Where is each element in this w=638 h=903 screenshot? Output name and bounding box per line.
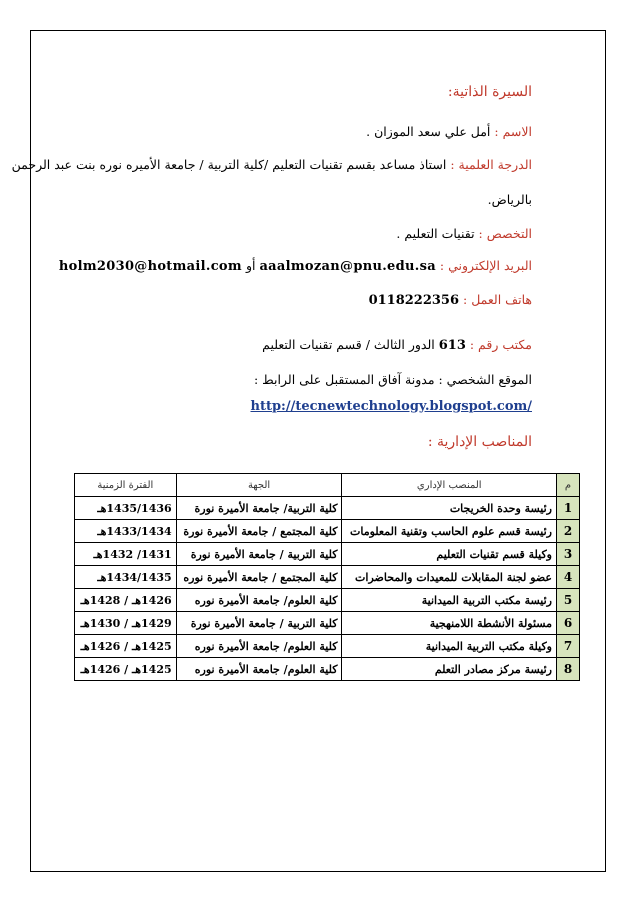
row-num: 7 — [557, 635, 580, 658]
row-period: 1429هـ / 1430هـ — [75, 612, 177, 635]
table-row — [75, 543, 580, 566]
work-phone-value: 0118222356 — [368, 293, 460, 308]
row-position: مسئولة الأنشطة اللامنهجية — [342, 612, 557, 635]
row-entity: كلية العلوم/ جامعة الأميرة نوره — [176, 589, 342, 612]
table-row — [75, 497, 580, 520]
office-row — [262, 337, 532, 353]
degree-value-line2: بالرياض. — [487, 192, 532, 207]
table-row — [75, 658, 580, 681]
row-num: 3 — [557, 543, 580, 566]
row-position: رئيسة مكتب التربية الميدانية — [342, 589, 557, 612]
row-entity: كلية المجتمع / جامعة الأميرة نوره — [176, 566, 342, 589]
row-entity: كلية التربية / جامعة الأميرة نورة — [176, 543, 342, 566]
degree-label: الدرجة العلمية : — [450, 157, 532, 172]
header-num: م — [557, 474, 580, 497]
table-row — [75, 520, 580, 543]
row-entity: كلية العلوم/ جامعة الأميرة نوره — [176, 658, 342, 681]
table-row — [75, 635, 580, 658]
email-secondary[interactable]: holm2030@hotmail.com — [58, 259, 242, 274]
row-num: 4 — [557, 566, 580, 589]
row-position: وكيلة قسم تقنيات التعليم — [342, 543, 557, 566]
row-period: 1435/1436هـ — [75, 497, 177, 520]
degree-value: استاذ مساعد بقسم تقنيات التعليم /كلية التربية / جامعة الأميره نوره بنت عبد الرحمن — [11, 157, 447, 172]
row-period: 1431/ 1432هـ — [75, 543, 177, 566]
row-position: رئيسة وحدة الخريجات — [342, 497, 557, 520]
row-period: 1425هـ / 1426هـ — [75, 635, 177, 658]
specialty-label: التخصص : — [478, 226, 532, 241]
work-phone-label: هاتف العمل : — [463, 292, 532, 307]
row-position: رئيسة قسم علوم الحاسب وتقنية المعلومات — [342, 520, 557, 543]
specialty-value: تقنيات التعليم . — [396, 226, 475, 241]
row-num: 8 — [557, 658, 580, 681]
admin-title: المناصب الإدارية : — [427, 434, 532, 450]
email-label: البريد الإلكتروني : — [439, 258, 532, 273]
table-row — [75, 589, 580, 612]
email-or: أو — [245, 258, 256, 273]
specialty-row — [396, 226, 532, 241]
row-period: 1433/1434هـ — [75, 520, 177, 543]
row-entity: كلية التربية/ جامعة الأميرة نورة — [176, 497, 342, 520]
row-period: 1434/1435هـ — [75, 566, 177, 589]
office-label: مكتب رقم : — [469, 337, 532, 352]
row-num: 1 — [557, 497, 580, 520]
header-entity: الجهة — [176, 474, 342, 497]
name-label: الاسم : — [494, 124, 532, 139]
name-row — [366, 124, 532, 139]
website-link[interactable]: http://tecnewtechnology.blogspot.com/ — [250, 399, 532, 414]
row-period: 1425هـ / 1426هـ — [75, 658, 177, 681]
work-phone-row — [369, 292, 532, 308]
header-period: الفترة الزمنية — [75, 474, 177, 497]
row-entity: كلية المجتمع / جامعة الأميرة نورة — [176, 520, 342, 543]
website-row — [251, 398, 533, 414]
row-entity: كلية التربية / جامعة الأميرة نورة — [176, 612, 342, 635]
email-row — [59, 258, 532, 274]
header-position: المنصب الإداري — [342, 474, 557, 497]
row-entity: كلية العلوم/ جامعة الأميرة نوره — [176, 635, 342, 658]
table-header-row — [75, 474, 580, 497]
row-position: عضو لجنة المقابلات للمعيدات والمحاضرات — [342, 566, 557, 589]
office-number: 613 — [438, 338, 466, 353]
row-position: رئيسة مركز مصادر التعلم — [342, 658, 557, 681]
office-details: الدور الثالث / قسم تقنيات التعليم — [262, 337, 435, 352]
row-period: 1426هـ / 1428هـ — [75, 589, 177, 612]
row-num: 6 — [557, 612, 580, 635]
email-primary[interactable]: aaalmozan@pnu.edu.sa — [259, 259, 436, 274]
row-num: 2 — [557, 520, 580, 543]
row-num: 5 — [557, 589, 580, 612]
admin-positions-table — [74, 473, 580, 681]
row-position: وكيلة مكتب التربية الميدانية — [342, 635, 557, 658]
name-value: أمل علي سعد الموزان . — [366, 124, 491, 139]
website-label: الموقع الشخصي : مدونة آفاق المستقبل على الرابط : — [254, 372, 532, 387]
degree-row — [12, 157, 532, 172]
cv-title: السيرة الذاتية: — [447, 84, 532, 100]
table-row — [75, 612, 580, 635]
table-row — [75, 566, 580, 589]
